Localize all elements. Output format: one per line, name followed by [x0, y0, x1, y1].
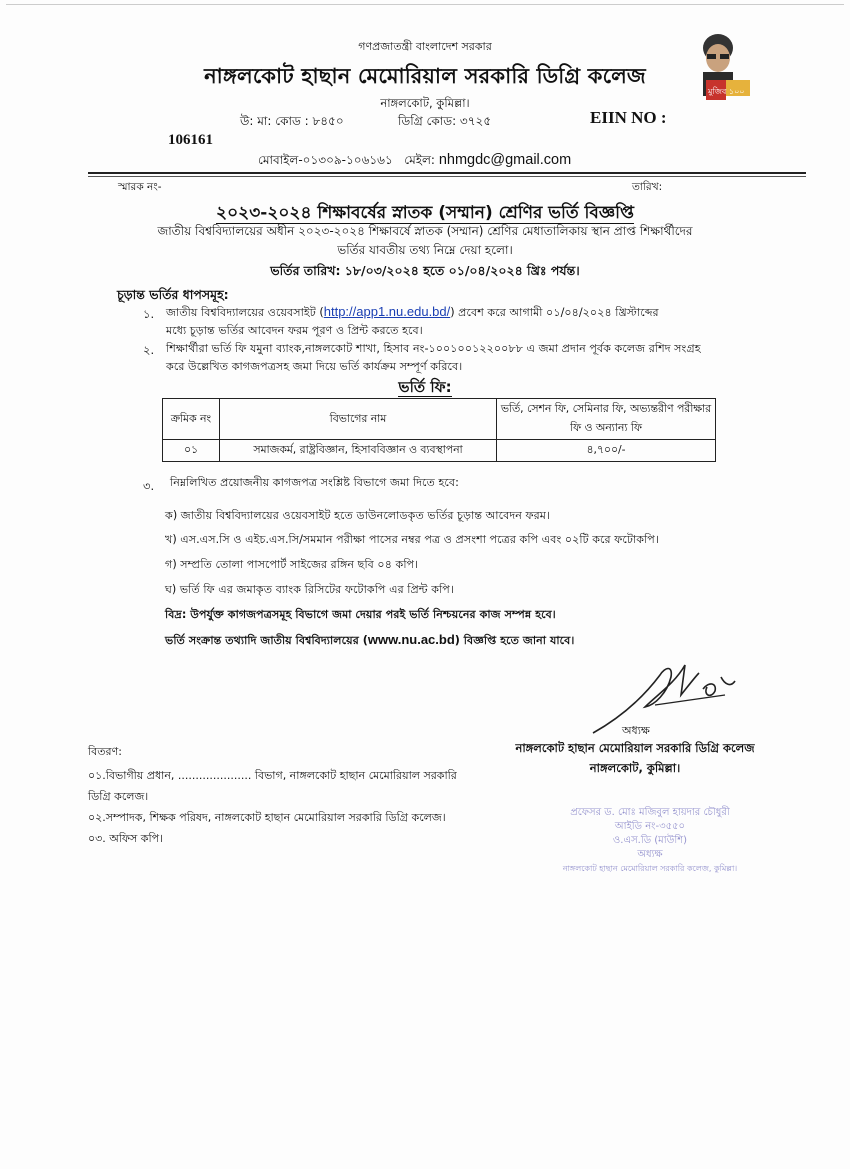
row-serial: ০১: [163, 440, 220, 462]
notice-title: ২০২৩-২০২৪ শিক্ষাবর্ষের স্নাতক (সম্মান) শ্রেণির ভর্তি বিজ্ঞপ্তি: [216, 203, 634, 223]
document-item: ক) জাতীয় বিশ্ববিদ্যালয়ের ওয়েবসাইট হতে ডাউনলোডকৃত ভর্তির চূড়ান্ত আবেদন ফরম।: [165, 509, 551, 522]
principal-stamp: প্রফেসর ড. মোঃ মজিবুল হায়দার চৌধুরী আইডি নং-৩৫৫০ ও.এস.ডি (মাউশি) অধ্যক্ষ নাঙ্গলকোট হাছান মেমোরিয়াল সরকারি কলেজ, কুমিল্লা।: [562, 807, 738, 873]
memo-date: তারিখ:: [632, 181, 663, 193]
mobile-number: মোবাইল-০১৩০৯-১০৬১৬১: [258, 153, 393, 167]
header-divider-thin: [88, 176, 806, 177]
list-item: ০৩. অফিস কপি।: [88, 832, 164, 845]
college-location: নাঙ্গলকোট, কুমিল্লা।: [380, 96, 470, 110]
document-item: খ) এস.এস.সি ও এইচ.এস.সি/সমমান পরীক্ষা পাসের নম্বর পত্র ও প্রসংশা পত্রের কপি এবং ০২টি করে ফটোকপি।: [165, 533, 659, 546]
fee-table: [162, 398, 716, 462]
degree-code: ডিগ্রি কোড: ৩৭২৫: [398, 114, 492, 128]
principal-signature: [585, 655, 755, 739]
email-address[interactable]: nhmgdc@gmail.com: [438, 152, 572, 168]
college-name: নাঙ্গলকোট হাছান মেমোরিয়াল সরকারি ডিগ্রি কলেজ: [204, 64, 646, 88]
eiin-label: EIIN NO :: [590, 108, 667, 127]
step2-text: শিক্ষার্থীরা ভর্তি ফি যমুনা ব্যাংক,নাঙ্গলকোট শাখা, হিসাব নং-১০০১০০১২২০০৮৮ এ জমা প্রদান পূর্বক কলেজ রশিদ সংগ্রহ করে উল্লেখিত কাগজপত্রসহ জমা দিয়ে ভর্তি কার্যক্রম সম্পূর্ণ করিবে।: [166, 342, 701, 373]
mujib-100-logo: [688, 28, 760, 104]
government-label: গণপ্রজাতন্ত্রী বাংলাদেশ সরকার: [358, 40, 492, 53]
col-dept: বিভাগের নাম: [220, 399, 497, 440]
fee-table-header: [163, 399, 716, 440]
svg-text:মুজিব ১০০: মুজিব ১০০: [708, 87, 745, 96]
step3-number: ৩.: [143, 479, 155, 493]
nu-website-link[interactable]: www.nu.ac.bd: [367, 632, 455, 647]
step1-text: জাতীয় বিশ্ববিদ্যালয়ের ওয়েবসাইট (http://app1.nu.edu.bd/) প্রবেশ করে আগামী ০১/০৪/২০২৪ খ্রিস্টাব্দের মধ্যে চূড়ান্ত ভর্তির আবেদন ফরম পূরণ ও প্রিন্ট করতে হবে।: [166, 304, 659, 337]
header-divider: [88, 172, 806, 174]
distribution-list: [88, 765, 518, 849]
notice-intro: জাতীয় বিশ্ববিদ্যালয়ের অধীন ২০২৩-২০২৪ শিক্ষাবর্ষে স্নাতক (সম্মান) শ্রেণির মেধাতালিকায় স্থান প্রাপ্ত শিক্ষার্থীদের ভর্তির যাবতীয় তথ্য নিম্নে দেয়া হলো।: [157, 224, 693, 257]
fee-heading: ভর্তি ফি:: [398, 378, 452, 396]
signature-block: নাঙ্গলকোট হাছান মেমোরিয়াল সরকারি ডিগ্রি কলেজ নাঙ্গলকোট, কুমিল্লা।: [515, 741, 755, 775]
documents-heading: নিম্নলিখিত প্রয়োজনীয় কাগজপত্র সংশ্লিষ্ট বিভাগে জমা দিতে হবে:: [170, 476, 459, 489]
hsc-code: উ: মা: কোড : ৮৪৫০: [240, 114, 344, 128]
contact-line: [258, 152, 571, 172]
steps-heading: চূড়ান্ত ভর্তির ধাপসমূহ:: [117, 287, 229, 302]
step2-number: ২.: [143, 343, 155, 357]
principal-title: অধ্যক্ষ: [622, 724, 650, 737]
page-edge: [6, 4, 844, 5]
list-item: ডিগ্রি কলেজ।: [88, 790, 149, 803]
admission-date: ভর্তির তারিখ: ১৮/০৩/২০২৪ হতে ০১/০৪/২০২৪ খ্রিঃ পর্যন্ত।: [270, 263, 580, 278]
list-item: ০২.সম্পাদক, শিক্ষক পরিষদ, নাঙ্গলকোট হাছান মেমোরিয়াল সরকারি ডিগ্রি কলেজ।: [88, 811, 446, 824]
documents-note: বিদ্র: উপর্যুক্ত কাগজপত্রসমূহ বিভাগে জমা দেয়ার পরই ভর্তি নিশ্চয়নের কাজ সম্পন্ন হবে।: [165, 608, 556, 621]
info-line: ভর্তি সংক্রান্ত তথ্যাদি জাতীয় বিশ্ববিদ্যালয়ের (www.nu.ac.bd) বিজ্ঞপ্তি হতে জানা যাবে।: [165, 632, 575, 647]
step1-number: ১.: [143, 307, 155, 321]
memo-ref: স্মারক নং-: [118, 181, 162, 193]
row-amount: ৪,৭০০/-: [497, 440, 716, 462]
col-serial: ক্রমিক নং: [163, 399, 220, 440]
eiin-number: 106161: [168, 132, 213, 148]
list-item: ০১.বিভাগীয় প্রধান, ..................... বিভাগ, নাঙ্গলকোট হাছান মেমোরিয়াল সরকারি: [88, 769, 457, 782]
col-fee: ভর্তি, সেশন ফি, সেমিনার ফি, অভ্যন্তরীণ পরীক্ষার ফি ও অন্যান্য ফি: [497, 399, 716, 440]
row-dept: সমাজকর্ম, রাষ্ট্রবিজ্ঞান, হিসাববিজ্ঞান ও ব্যবস্থাপনা: [220, 440, 497, 462]
distribution-heading: বিতরণ:: [88, 745, 122, 758]
table-row: [163, 440, 716, 462]
document-item: গ) সম্প্রতি তোলা পাসপোর্ট সাইজের রঙ্গিন ছবি ০৪ কপি।: [165, 558, 419, 571]
document-item: ঘ) ভর্তি ফি এর জমাকৃত ব্যাংক রিসিটের ফটোকপি এর প্রিন্ট কপি।: [165, 583, 454, 596]
nu-app-link[interactable]: http://app1.nu.edu.bd/: [323, 304, 451, 319]
email-label: মেইল:: [404, 153, 435, 167]
